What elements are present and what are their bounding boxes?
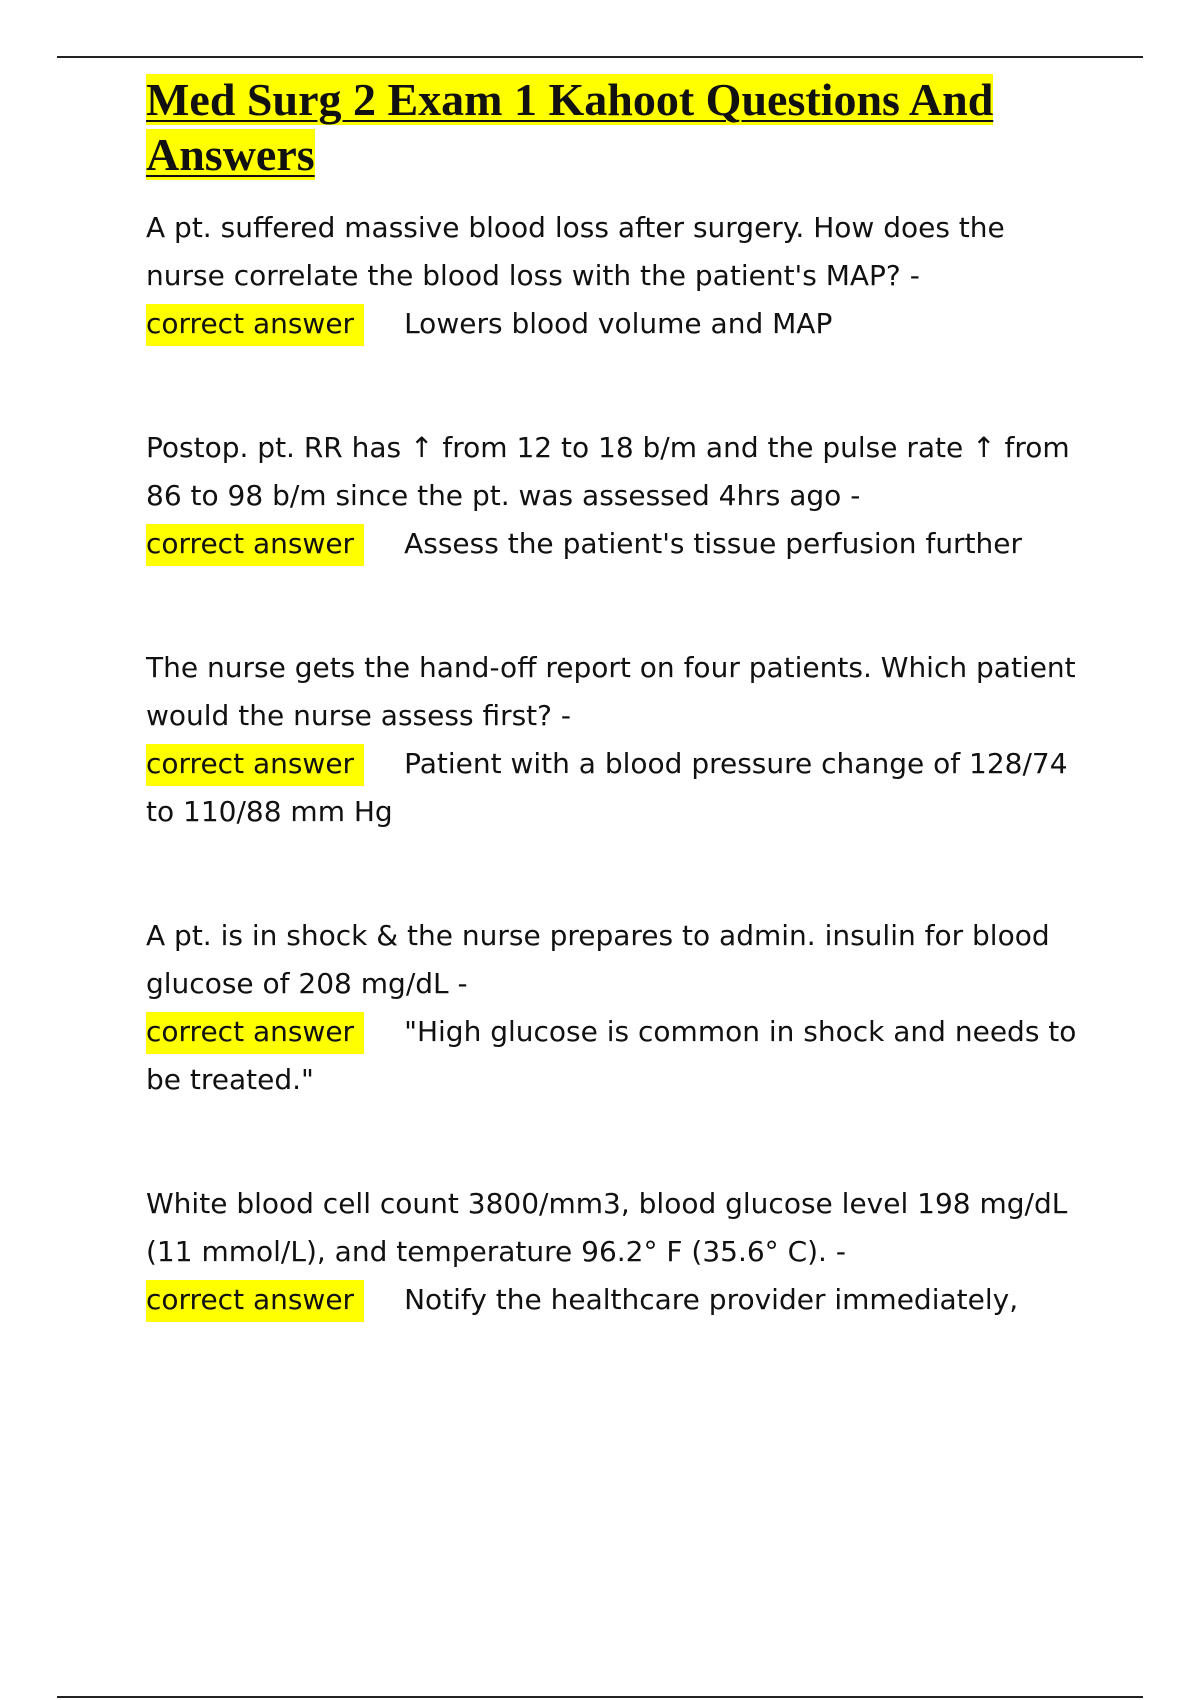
- bottom-rule: [57, 1696, 1143, 1698]
- top-rule: [57, 56, 1143, 58]
- question-text: White blood cell count 3800/mm3, blood glucose level 198 mg/dL (11 mmol/L), and temperature 96.2° F (35.6° C). -: [146, 1187, 1068, 1268]
- document-title-text: Med Surg 2 Exam 1 Kahoot Questions And Answers: [146, 74, 994, 180]
- qa-item-1: [146, 204, 1086, 348]
- question-text: The nurse gets the hand-off report on four patients. Which patient would the nurse assess first? -: [146, 651, 1076, 732]
- answer-text: "High glucose is common in shock and needs to be treated.": [146, 1015, 1077, 1096]
- qa-item-5: [146, 1180, 1086, 1324]
- qa-item-3: [146, 644, 1086, 836]
- answer-line: [146, 520, 1086, 568]
- answer-text: Patient with a blood pressure change of 128/74 to 110/88 mm Hg: [146, 747, 1068, 828]
- answer-line: [146, 1276, 1086, 1324]
- correct-answer-label: correct answer: [146, 1012, 364, 1054]
- answer-text: Assess the patient's tissue perfusion further: [404, 527, 1023, 560]
- question-text: A pt. is in shock & the nurse prepares to admin. insulin for blood glucose of 208 mg/dL -: [146, 919, 1050, 1000]
- correct-answer-label: correct answer: [146, 1280, 364, 1322]
- qa-item-4: [146, 912, 1086, 1104]
- document-title: [146, 72, 1086, 182]
- answer-line: [146, 740, 1086, 836]
- answer-text: Lowers blood volume and MAP: [404, 307, 833, 340]
- answer-line: [146, 300, 1086, 348]
- question-text: Postop. pt. RR has ↑ from 12 to 18 b/m and the pulse rate ↑ from 86 to 98 b/m since the pt. was assessed 4hrs ago -: [146, 431, 1070, 512]
- answer-line: [146, 1008, 1086, 1104]
- answer-text: Notify the healthcare provider immediately,: [404, 1283, 1019, 1316]
- document-body: [146, 72, 1086, 1324]
- correct-answer-label: correct answer: [146, 304, 364, 346]
- qa-item-2: [146, 424, 1086, 568]
- correct-answer-label: correct answer: [146, 524, 364, 566]
- correct-answer-label: correct answer: [146, 744, 364, 786]
- question-text: A pt. suffered massive blood loss after surgery. How does the nurse correlate the blood loss with the patient's MAP? -: [146, 211, 1005, 292]
